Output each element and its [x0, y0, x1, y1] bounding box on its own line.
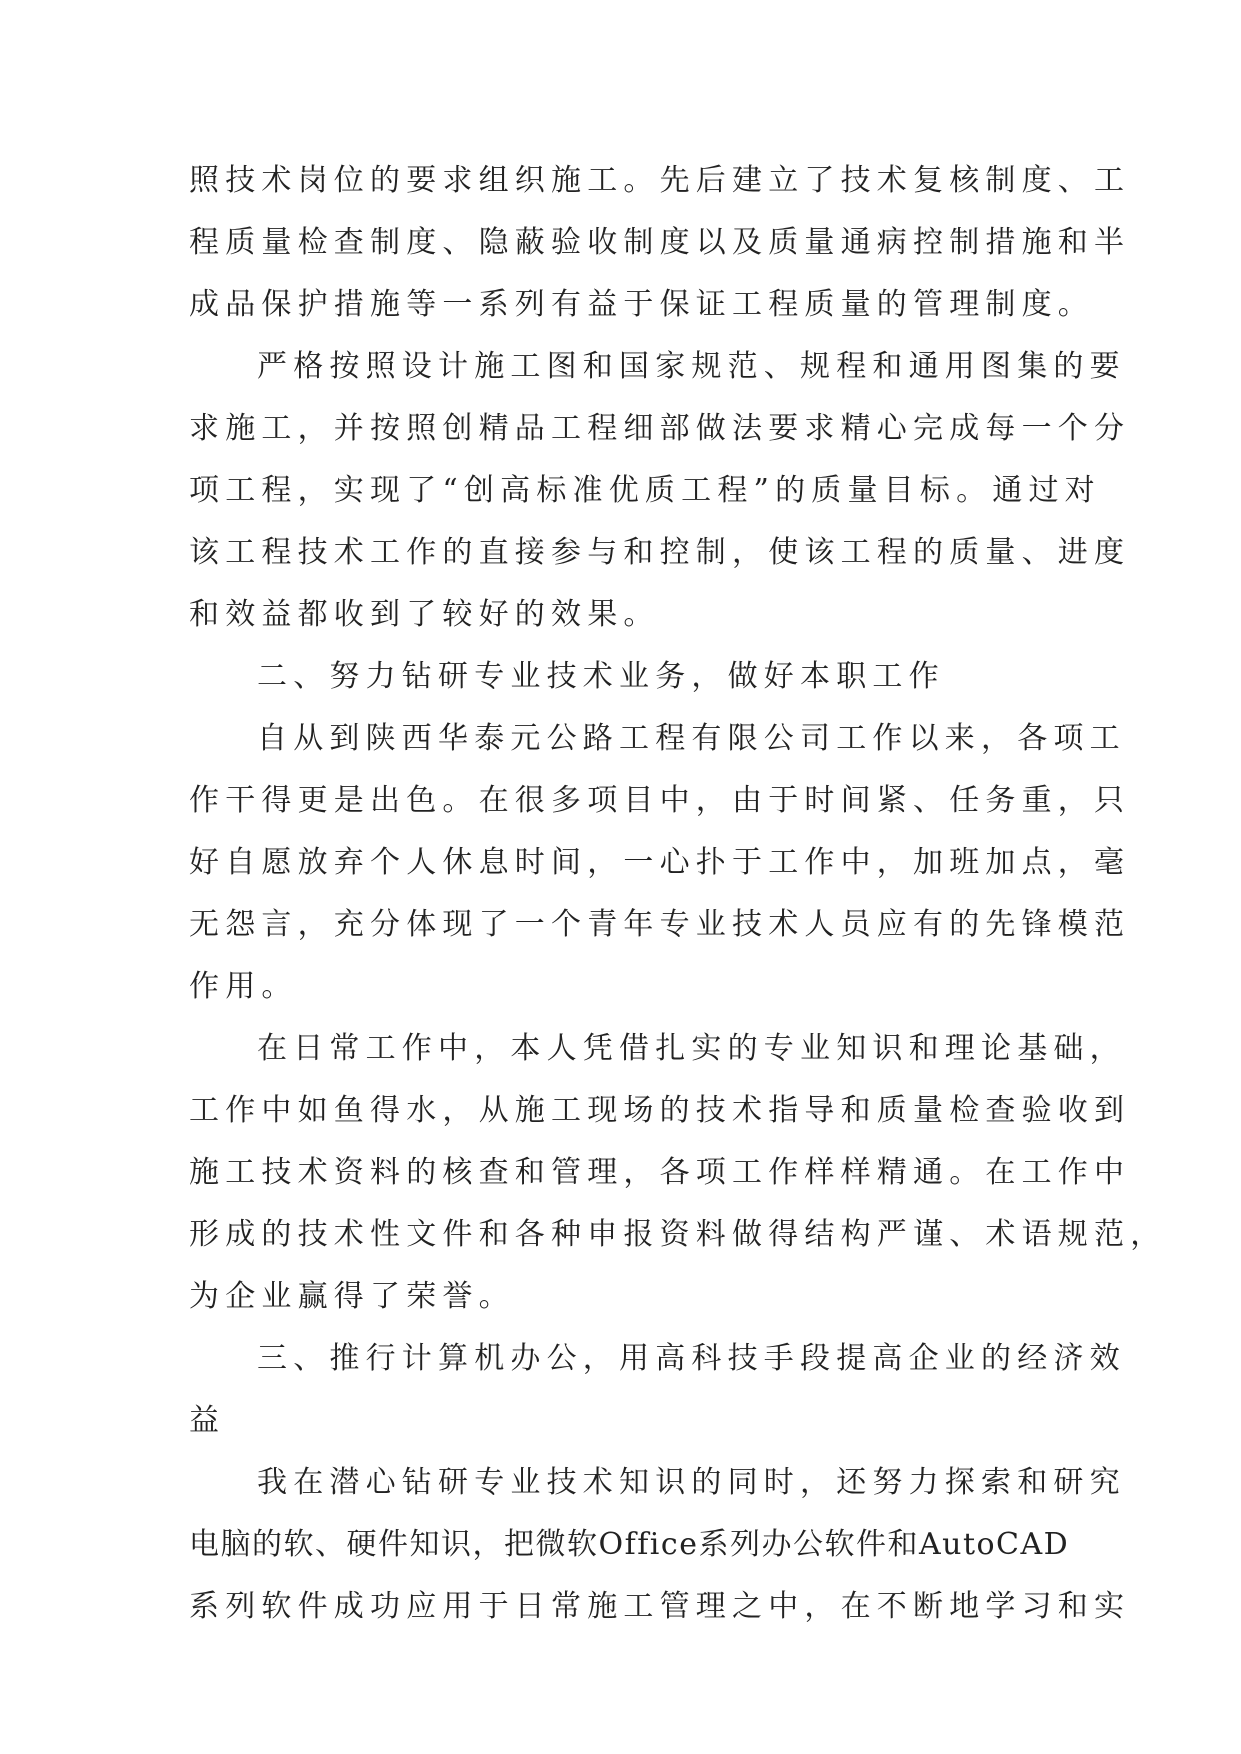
paragraph-start-line: 我在潜心钻研专业技术知识的同时，还努力探索和研究	[257, 1465, 1126, 1500]
paragraph-start-line: 自从到陕西华泰元公路工程有限公司工作以来，各项工	[257, 721, 1126, 756]
text-line: 程质量检查制度、隐蔽验收制度以及质量通病控制措施和半	[189, 225, 1131, 260]
paragraph-start-line: 在日常工作中，本人凭借扎实的专业知识和理论基础，	[257, 1031, 1126, 1066]
text-line: 作干得更是出色。在很多项目中，由于时间紧、任务重，只	[189, 783, 1131, 818]
text-line: 作用。	[189, 969, 298, 1004]
text-line: 项工程，实现了“创高标准优质工程”的质量目标。通过对	[189, 473, 1101, 508]
section-heading-2: 二、努力钻研专业技术业务，做好本职工作	[257, 659, 945, 694]
text-line: 系列软件成功应用于日常施工管理之中，在不断地学习和实	[189, 1589, 1131, 1624]
text-line: 照技术岗位的要求组织施工。先后建立了技术复核制度、工	[189, 163, 1131, 198]
text-line: 成品保护措施等一系列有益于保证工程质量的管理制度。	[189, 287, 1094, 322]
text-line: 益	[189, 1403, 226, 1438]
text-line: 该工程技术工作的直接参与和控制，使该工程的质量、进度	[189, 535, 1131, 570]
text-line: 工作中如鱼得水，从施工现场的技术指导和质量检查验收到	[189, 1093, 1131, 1128]
text-line: 施工技术资料的核查和管理，各项工作样样精通。在工作中	[189, 1155, 1131, 1190]
text-line: 求施工，并按照创精品工程细部做法要求精心完成每一个分	[189, 411, 1131, 446]
text-line: 好自愿放弃个人休息时间，一心扑于工作中，加班加点，毫	[189, 845, 1131, 880]
paragraph-start-line: 严格按照设计施工图和国家规范、规程和通用图集的要	[257, 349, 1126, 384]
document-body	[189, 150, 1167, 1638]
text-line: 为企业赢得了荣誉。	[189, 1279, 515, 1314]
text-line: 无怨言，充分体现了一个青年专业技术人员应有的先锋模范	[189, 907, 1131, 942]
section-heading-3: 三、推行计算机办公，用高科技手段提高企业的经济效	[257, 1341, 1126, 1376]
text-line: 形成的技术性文件和各种申报资料做得结构严谨、术语规范，	[189, 1217, 1167, 1252]
text-line: 电脑的软、硬件知识，把微软Office系列办公软件和AutoCAD	[189, 1527, 1070, 1562]
text-line: 和效益都收到了较好的效果。	[189, 597, 660, 632]
